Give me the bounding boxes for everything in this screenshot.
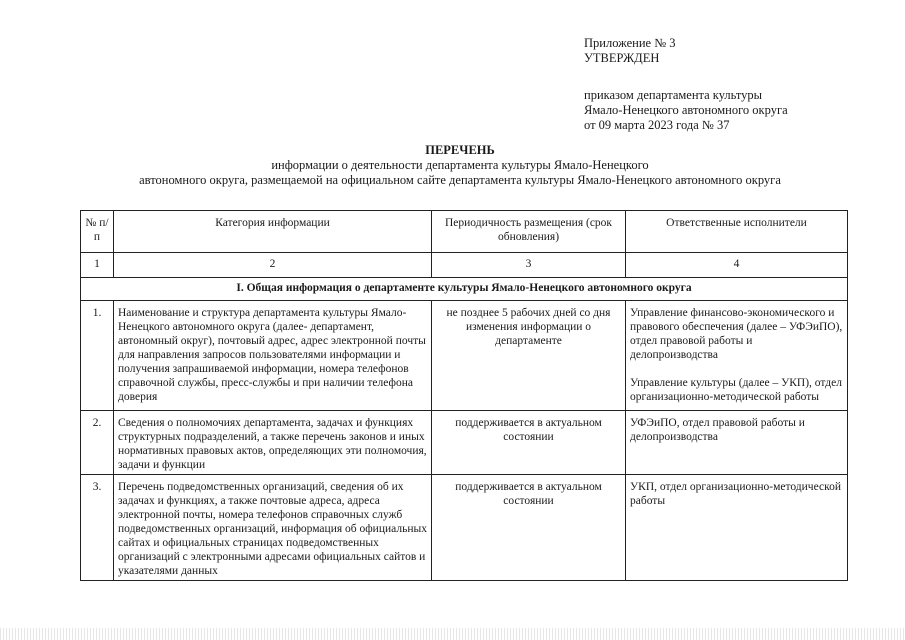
- column-number: 1: [81, 253, 114, 278]
- row-category: Наименование и структура департамента культуры Ямало-Ненецкого автономного округа (далее- департамент, автономный округ), почтовый адрес, адрес электронной почты для направления запросов пользователями информации и получения запрашиваемой информации, номера телефонов справочной службы, пресс-службы и при наличии телефона доверия: [114, 301, 432, 411]
- column-number: 4: [626, 253, 848, 278]
- header-number: № п/п: [81, 211, 114, 253]
- document-title: ПЕРЕЧЕНЬ: [425, 143, 495, 157]
- row-responsible: [626, 475, 848, 581]
- row-responsible: [626, 411, 848, 475]
- row-number: 3.: [81, 475, 114, 581]
- column-number: 3: [432, 253, 626, 278]
- section-row: [81, 278, 848, 301]
- row-period: поддерживается в актуальном состоянии: [432, 475, 626, 581]
- appendix-number: Приложение № 3: [584, 36, 676, 50]
- information-table: [80, 210, 848, 581]
- spacer: [630, 362, 843, 376]
- responsible-secondary: Управление культуры (далее – УКП), отдел организационно-методической работы: [630, 377, 842, 403]
- responsible-primary: Управление финансово-экономического и правового обеспечения (далее – УФЭиПО), отдел правовой работы и делопроизводства: [630, 307, 843, 361]
- row-period: поддерживается в актуальном состоянии: [432, 411, 626, 475]
- table-row: [81, 411, 848, 475]
- header-period: Периодичность размещения (срок обновления): [432, 211, 626, 253]
- table-row: [81, 475, 848, 581]
- row-period: не позднее 5 рабочих дней со дня изменения информации о департаменте: [432, 301, 626, 411]
- row-number: 2.: [81, 411, 114, 475]
- appendix-block: [584, 36, 788, 133]
- row-responsible: [626, 301, 848, 411]
- document-subtitle-2: автономного округа, размещаемой на официальном сайте департамента культуры Ямало-Ненецкого автономного округа: [139, 173, 781, 187]
- order-date: от 09 марта 2023 года № 37: [584, 118, 730, 132]
- row-category: Перечень подведомственных организаций, сведения об их задачах и функциях, а также почтовые адреса, адреса электронной почты, номера телефонов справочных служб подведомственных организаций, информация об официальных сайтах и официальных страницах подведомственных организаций с электронными адресами официальных сайтов и указателями данных: [114, 475, 432, 581]
- order-line-2: Ямало-Ненецкого автономного округа: [584, 103, 788, 117]
- column-number: 2: [114, 253, 432, 278]
- order-line-1: приказом департамента культуры: [584, 88, 763, 102]
- responsible-primary: УКП, отдел организационно-методической работы: [630, 481, 841, 507]
- row-number: 1.: [81, 301, 114, 411]
- row-category: Сведения о полномочиях департамента, задачах и функциях структурных подразделений, а также перечень законов и иных нормативных правовых актов, определяющих эти полномочия, задачи и функции: [114, 411, 432, 475]
- table-row: [81, 301, 848, 411]
- approved-label: УТВЕРЖДЕН: [584, 51, 660, 65]
- spacer: [584, 66, 788, 88]
- responsible-primary: УФЭиПО, отдел правовой работы и делопроизводства: [630, 417, 805, 443]
- section-title: I. Общая информация о департаменте культуры Ямало-Ненецкого автономного округа: [81, 278, 848, 301]
- document-heading: [80, 143, 840, 188]
- header-row: [81, 211, 848, 253]
- header-responsible: Ответственные исполнители: [626, 211, 848, 253]
- scan-noise: [0, 628, 905, 640]
- column-number-row: [81, 253, 848, 278]
- document-subtitle-1: информации о деятельности департамента культуры Ямало-Ненецкого: [271, 158, 649, 172]
- header-category: Категория информации: [114, 211, 432, 253]
